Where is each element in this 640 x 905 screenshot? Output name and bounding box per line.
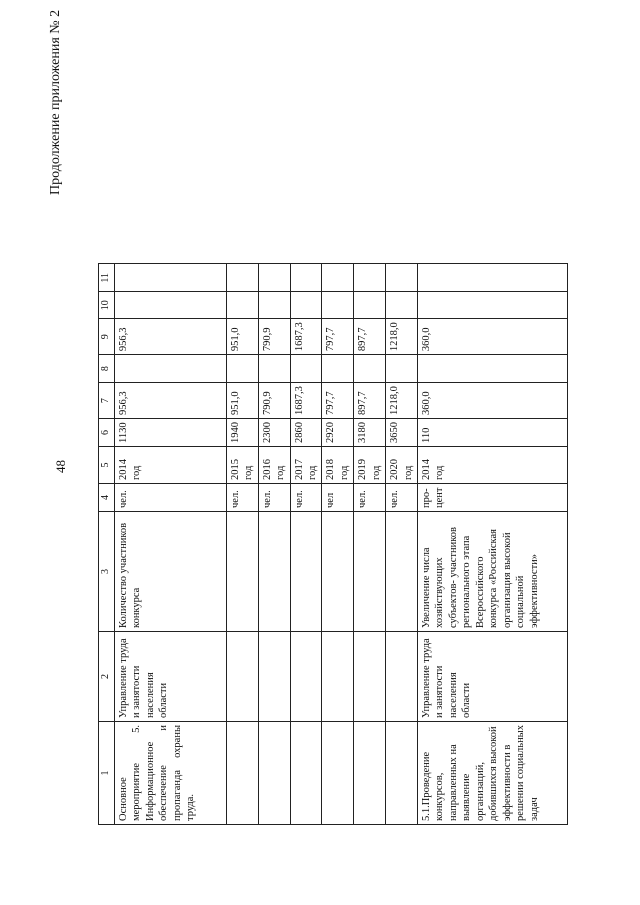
funding-local-cell — [386, 292, 418, 319]
unit-cell: про- цент — [418, 484, 568, 512]
measure-name-cell — [322, 722, 354, 825]
funding-other-cell — [418, 264, 568, 292]
funding-regional-cell: 956,3 — [114, 319, 226, 355]
year-cell: 2019 год — [354, 447, 386, 484]
executor-cell — [386, 632, 418, 722]
indicator-cell: Увеличение числа хозяйствующих субъектов- участников регионального этапа Всероссийского конкурса «Российская организация высокой социальной эффективности» — [418, 512, 568, 632]
funding-total-cell: 797,7 — [322, 383, 354, 419]
measure-name-cell — [226, 722, 258, 825]
funding-local-cell — [418, 292, 568, 319]
funding-other-cell — [258, 264, 290, 292]
column-number: 7 — [99, 383, 115, 419]
target-cell: 1940 — [226, 419, 258, 447]
year-cell: 2015 год — [226, 447, 258, 484]
funding-federal-cell — [386, 355, 418, 383]
indicator-cell — [290, 512, 322, 632]
column-number-row — [99, 264, 115, 825]
year-cell: 2020 год — [386, 447, 418, 484]
target-cell: 2860 — [290, 419, 322, 447]
measure-name-cell: 5.1.Проведение конкурсов, направленных на выявление организаций, добившихся высокой эффективности в решении социальных задач — [418, 722, 568, 825]
funding-federal-cell — [322, 355, 354, 383]
target-cell: 3650 — [386, 419, 418, 447]
table-row — [354, 264, 386, 825]
table-row — [290, 264, 322, 825]
funding-federal-cell — [354, 355, 386, 383]
funding-regional-cell: 897,7 — [354, 319, 386, 355]
indicator-cell — [354, 512, 386, 632]
unit-cell: чел. — [114, 484, 226, 512]
funding-regional-cell: 360,0 — [418, 319, 568, 355]
table-row — [114, 264, 226, 825]
table-row — [226, 264, 258, 825]
table-row — [386, 264, 418, 825]
appendix-continuation-label: Продолжение приложения № 2 — [48, 9, 63, 195]
column-number: 9 — [99, 319, 115, 355]
year-cell: 2018 год — [322, 447, 354, 484]
year-cell: 2016 год — [258, 447, 290, 484]
funding-total-cell: 790,9 — [258, 383, 290, 419]
measure-name-cell: Основное мероприятие 5. Информационное обеспечение и пропаганда охраны труда. — [114, 722, 226, 825]
funding-other-cell — [322, 264, 354, 292]
funding-other-cell — [386, 264, 418, 292]
column-number: 4 — [99, 484, 115, 512]
unit-cell: чел. — [226, 484, 258, 512]
funding-local-cell — [354, 292, 386, 319]
column-number: 3 — [99, 512, 115, 632]
funding-federal-cell — [114, 355, 226, 383]
program-measures-table — [98, 263, 568, 825]
funding-local-cell — [290, 292, 322, 319]
funding-total-cell: 897,7 — [354, 383, 386, 419]
column-number: 5 — [99, 447, 115, 484]
funding-federal-cell — [226, 355, 258, 383]
funding-total-cell: 1218,0 — [386, 383, 418, 419]
funding-total-cell: 1687,3 — [290, 383, 322, 419]
target-cell: 2300 — [258, 419, 290, 447]
page-number: 48 — [53, 460, 68, 473]
funding-regional-cell: 951,0 — [226, 319, 258, 355]
table-row — [418, 264, 568, 825]
funding-other-cell — [290, 264, 322, 292]
indicator-cell — [226, 512, 258, 632]
column-number: 11 — [99, 264, 115, 292]
column-number: 1 — [99, 722, 115, 825]
year-cell: 2017 год — [290, 447, 322, 484]
funding-other-cell — [226, 264, 258, 292]
funding-regional-cell: 1218,0 — [386, 319, 418, 355]
funding-total-cell: 956,3 — [114, 383, 226, 419]
funding-local-cell — [226, 292, 258, 319]
measure-name-cell — [354, 722, 386, 825]
indicator-cell: Количество участников конкурса — [114, 512, 226, 632]
target-cell: 1130 — [114, 419, 226, 447]
funding-local-cell — [114, 292, 226, 319]
column-number: 8 — [99, 355, 115, 383]
column-number: 2 — [99, 632, 115, 722]
unit-cell: чел — [322, 484, 354, 512]
funding-local-cell — [322, 292, 354, 319]
funding-federal-cell — [258, 355, 290, 383]
year-cell: 2014 год — [114, 447, 226, 484]
executor-cell — [322, 632, 354, 722]
unit-cell: чел. — [290, 484, 322, 512]
target-cell: 110 — [418, 419, 568, 447]
unit-cell: чел. — [354, 484, 386, 512]
measure-name-cell — [258, 722, 290, 825]
table-row — [322, 264, 354, 825]
funding-federal-cell — [290, 355, 322, 383]
funding-regional-cell: 790,9 — [258, 319, 290, 355]
funding-total-cell: 951,0 — [226, 383, 258, 419]
executor-cell — [290, 632, 322, 722]
year-cell: 2014 год — [418, 447, 568, 484]
funding-regional-cell: 797,7 — [322, 319, 354, 355]
measure-name-cell — [386, 722, 418, 825]
funding-other-cell — [114, 264, 226, 292]
funding-regional-cell: 1687,3 — [290, 319, 322, 355]
table-row — [258, 264, 290, 825]
indicator-cell — [322, 512, 354, 632]
funding-total-cell: 360,0 — [418, 383, 568, 419]
measure-name-cell — [290, 722, 322, 825]
indicator-cell — [258, 512, 290, 632]
executor-cell: Управление труда и занятости населения области — [418, 632, 568, 722]
executor-cell: Управление труда и занятости населения области — [114, 632, 226, 722]
target-cell: 2920 — [322, 419, 354, 447]
funding-other-cell — [354, 264, 386, 292]
executor-cell — [226, 632, 258, 722]
funding-federal-cell — [418, 355, 568, 383]
target-cell: 3180 — [354, 419, 386, 447]
indicator-cell — [386, 512, 418, 632]
executor-cell — [354, 632, 386, 722]
unit-cell: чел. — [386, 484, 418, 512]
funding-local-cell — [258, 292, 290, 319]
column-number: 6 — [99, 419, 115, 447]
column-number: 10 — [99, 292, 115, 319]
unit-cell: чел. — [258, 484, 290, 512]
executor-cell — [258, 632, 290, 722]
